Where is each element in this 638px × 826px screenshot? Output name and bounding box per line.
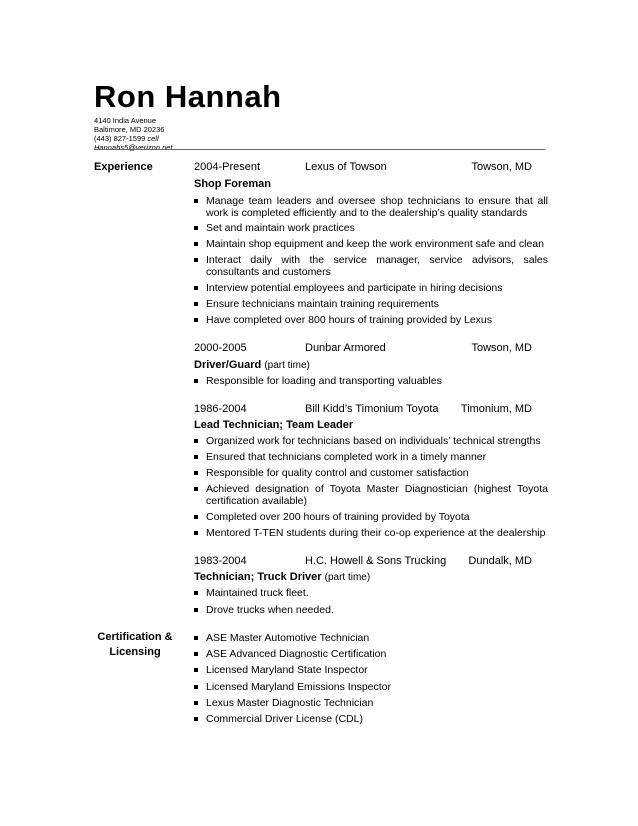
certification-item: ASE Advanced Diagnostic Certification (194, 648, 548, 660)
job-title-text: Lead Technician; Team Leader (194, 419, 354, 431)
bullet-icon (194, 258, 198, 262)
job-header (194, 341, 532, 356)
job-company: Dunbar Armored (305, 342, 386, 354)
certification-item: ASE Master Automotive Technician (194, 632, 548, 644)
job-location: Towson, MD (471, 342, 532, 354)
certification-label-line1: Certification & (97, 631, 173, 643)
job-title (194, 570, 370, 585)
certification-item: Commercial Driver License (CDL) (194, 713, 548, 725)
bullet-icon (194, 701, 198, 705)
list-item: Achieved designation of Toyota Master Diagnostician (highest Toyota certification available) (194, 483, 548, 507)
bullet-icon (194, 302, 198, 306)
bullet-icon (194, 652, 198, 656)
job-dates: 2000-2005 (194, 342, 247, 354)
list-item: Drove trucks when needed. (194, 604, 548, 616)
certification-item: Lexus Master Diagnostic Technician (194, 697, 548, 709)
bullet-icon (194, 515, 198, 519)
job-company: Bill Kidd’s Timonium Toyota (305, 403, 439, 415)
list-item: Ensure technicians maintain training requirements (194, 298, 548, 310)
list-item: Completed over 200 hours of training provided by Toyota (194, 511, 548, 523)
certification-label-line2: Licensing (109, 646, 161, 658)
job-header (194, 554, 532, 569)
bullet-icon (194, 318, 198, 322)
job-location: Dundalk, MD (468, 555, 532, 567)
certification-item: Licensed Maryland State Inspector (194, 664, 548, 676)
job-header (194, 160, 532, 175)
list-item: Responsible for quality control and customer satisfaction (194, 467, 548, 479)
job-title-text: Shop Foreman (194, 178, 272, 190)
job-company: Lexus of Towson (305, 161, 387, 173)
certification-item: Licensed Maryland Emissions Inspector (194, 681, 548, 693)
bullet-icon (194, 471, 198, 475)
bullet-icon (194, 668, 198, 672)
phone-line (94, 134, 173, 143)
job-location: Timonium, MD (460, 403, 532, 415)
phone-type: cell (147, 134, 159, 143)
address-line: 4140 India Avenue (94, 116, 157, 125)
job-company: H.C. Howell & Sons Trucking (305, 555, 447, 567)
bullet-icon (194, 685, 198, 689)
list-item: Mentored T-TEN students during their co-op experience at the dealership (194, 527, 548, 539)
job-title (194, 177, 271, 192)
job-title-note: (part time) (324, 572, 371, 583)
job-title-note: (part time) (264, 360, 310, 371)
bullet-icon (194, 242, 198, 246)
list-item: Interact daily with the service manager, service advisors, sales consultants and customers (194, 254, 548, 278)
list-item: Maintain shop equipment and keep the work environment safe and clean (194, 238, 548, 250)
job-header (194, 402, 532, 417)
list-item: Maintained truck fleet. (194, 587, 548, 599)
bullet-icon (194, 455, 198, 459)
certification-label (94, 630, 176, 660)
job-dates: 2004-Present (194, 161, 261, 173)
bullet-icon (194, 286, 198, 290)
bullet-icon (194, 717, 198, 721)
list-item: Set and maintain work practices (194, 222, 548, 234)
bullet-icon (194, 226, 198, 230)
bullet-icon (194, 636, 198, 640)
bullet-icon (194, 487, 198, 491)
list-item: Organized work for technicians based on individuals’ technical strengths (194, 435, 548, 447)
phone-number: (443) 827-1599 (94, 134, 146, 143)
job-location: Towson, MD (471, 161, 532, 173)
list-item: Ensured that technicians completed work in a timely manner (194, 451, 548, 463)
bullet-icon (194, 439, 198, 443)
contact-block (94, 116, 173, 152)
list-item: Responsible for loading and transporting valuables (194, 375, 548, 387)
job-title (194, 358, 310, 373)
bullet-icon (194, 531, 198, 535)
bullet-icon (194, 608, 198, 612)
job-dates: 1986-2004 (194, 403, 247, 415)
experience-label: Experience (94, 161, 153, 173)
bullet-icon (194, 591, 198, 595)
header-divider (94, 149, 545, 150)
job-title (194, 418, 353, 433)
list-item: Manage team leaders and oversee shop technicians to ensure that all work is completed efficiently and to the dealership’s quality standards (194, 195, 548, 219)
job-title-text: Technician; Truck Driver (194, 571, 322, 583)
email-line: Hannahs5@verizon.net (94, 143, 173, 152)
bullet-icon (194, 199, 198, 203)
resume-name: Ron Hannah (94, 79, 282, 114)
list-item: Have completed over 800 hours of training provided by Lexus (194, 314, 548, 326)
job-title-text: Driver/Guard (194, 359, 262, 371)
job-dates: 1983-2004 (194, 555, 247, 567)
list-item: Interview potential employees and participate in hiring decisions (194, 282, 548, 294)
city-line: Baltimore, MD 20236 (94, 125, 165, 134)
bullet-icon (194, 379, 198, 383)
